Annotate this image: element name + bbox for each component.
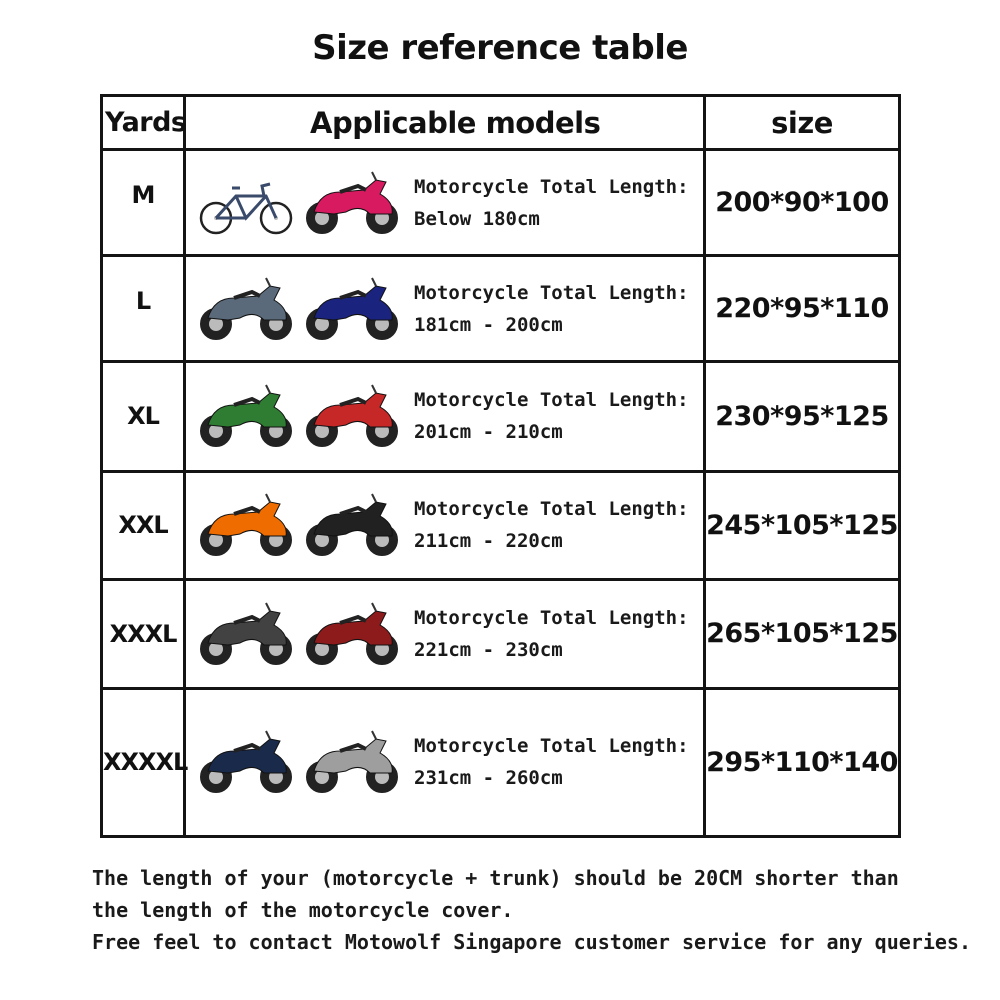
length-range: Below 180cm bbox=[414, 207, 540, 230]
length-label: Motorcycle Total Length: bbox=[414, 735, 689, 758]
note-line: Free feel to contact Motowolf Singapore customer service for any queries. bbox=[92, 930, 971, 954]
applicable-models-cell bbox=[185, 256, 705, 362]
vehicle-pictures bbox=[186, 381, 414, 451]
yard-label: XXL bbox=[102, 471, 185, 579]
goldwing-bike-icon bbox=[302, 727, 402, 797]
table-row bbox=[102, 150, 900, 256]
applicable-models-cell bbox=[185, 362, 705, 471]
header-applicable-models: Applicable models bbox=[185, 96, 705, 150]
length-label: Motorcycle Total Length: bbox=[414, 281, 689, 304]
applicable-models-cell bbox=[185, 471, 705, 579]
length-label: Motorcycle Total Length: bbox=[414, 389, 689, 412]
vehicle-pictures bbox=[186, 490, 414, 560]
length-description bbox=[414, 384, 689, 448]
scooter-icon bbox=[302, 168, 402, 238]
table-row bbox=[102, 579, 900, 688]
vehicle-pictures bbox=[186, 168, 414, 238]
length-range: 181cm - 200cm bbox=[414, 313, 563, 336]
table-row bbox=[102, 256, 900, 362]
page-title: Size reference table bbox=[312, 28, 688, 68]
length-description bbox=[414, 493, 689, 557]
applicable-models-cell bbox=[185, 579, 705, 688]
naked-bike-icon bbox=[302, 490, 402, 560]
yard-label: XXXXL bbox=[102, 688, 185, 836]
dirtbike-icon bbox=[196, 490, 296, 560]
vehicle-pictures bbox=[186, 274, 414, 344]
table-row bbox=[102, 688, 900, 836]
scooter-icon bbox=[302, 274, 402, 344]
yard-label: L bbox=[102, 256, 185, 362]
table-row bbox=[102, 471, 900, 579]
table-header-row bbox=[102, 96, 900, 150]
length-range: 211cm - 220cm bbox=[414, 530, 563, 553]
cruiser-bike-icon bbox=[196, 727, 296, 797]
moped-icon bbox=[196, 274, 296, 344]
size-value: 220*95*110 bbox=[705, 256, 900, 362]
maxi-scooter-icon bbox=[302, 599, 402, 669]
length-label: Motorcycle Total Length: bbox=[414, 606, 689, 629]
length-description bbox=[414, 602, 689, 666]
length-range: 201cm - 210cm bbox=[414, 421, 563, 444]
yard-label: M bbox=[102, 150, 185, 256]
applicable-models-cell bbox=[185, 688, 705, 836]
length-range: 231cm - 260cm bbox=[414, 767, 563, 790]
bicycle-icon bbox=[196, 168, 296, 238]
yard-label: XXXL bbox=[102, 579, 185, 688]
size-value: 230*95*125 bbox=[705, 362, 900, 471]
length-range: 221cm - 230cm bbox=[414, 638, 563, 661]
length-description bbox=[414, 277, 689, 341]
size-value: 200*90*100 bbox=[705, 150, 900, 256]
length-description bbox=[414, 171, 689, 235]
length-label: Motorcycle Total Length: bbox=[414, 498, 689, 521]
size-value: 265*105*125 bbox=[705, 579, 900, 688]
applicable-models-cell bbox=[185, 150, 705, 256]
table-row bbox=[102, 362, 900, 471]
vehicle-pictures bbox=[186, 599, 414, 669]
note-line: the length of the motorcycle cover. bbox=[92, 898, 514, 922]
note-line: The length of your (motorcycle + trunk) should be 20CM shorter than bbox=[92, 866, 899, 890]
size-value: 295*110*140 bbox=[705, 688, 900, 836]
header-size: size bbox=[705, 96, 900, 150]
vehicle-pictures bbox=[186, 727, 414, 797]
yard-label: XL bbox=[102, 362, 185, 471]
length-description bbox=[414, 730, 689, 794]
touring-bike-icon bbox=[196, 599, 296, 669]
notes bbox=[92, 862, 972, 958]
length-label: Motorcycle Total Length: bbox=[414, 175, 689, 198]
size-value: 245*105*125 bbox=[705, 471, 900, 579]
sportbike-icon bbox=[302, 381, 402, 451]
header-yards: Yards bbox=[102, 96, 185, 150]
sportbike-icon bbox=[196, 381, 296, 451]
size-reference-table bbox=[100, 94, 901, 838]
